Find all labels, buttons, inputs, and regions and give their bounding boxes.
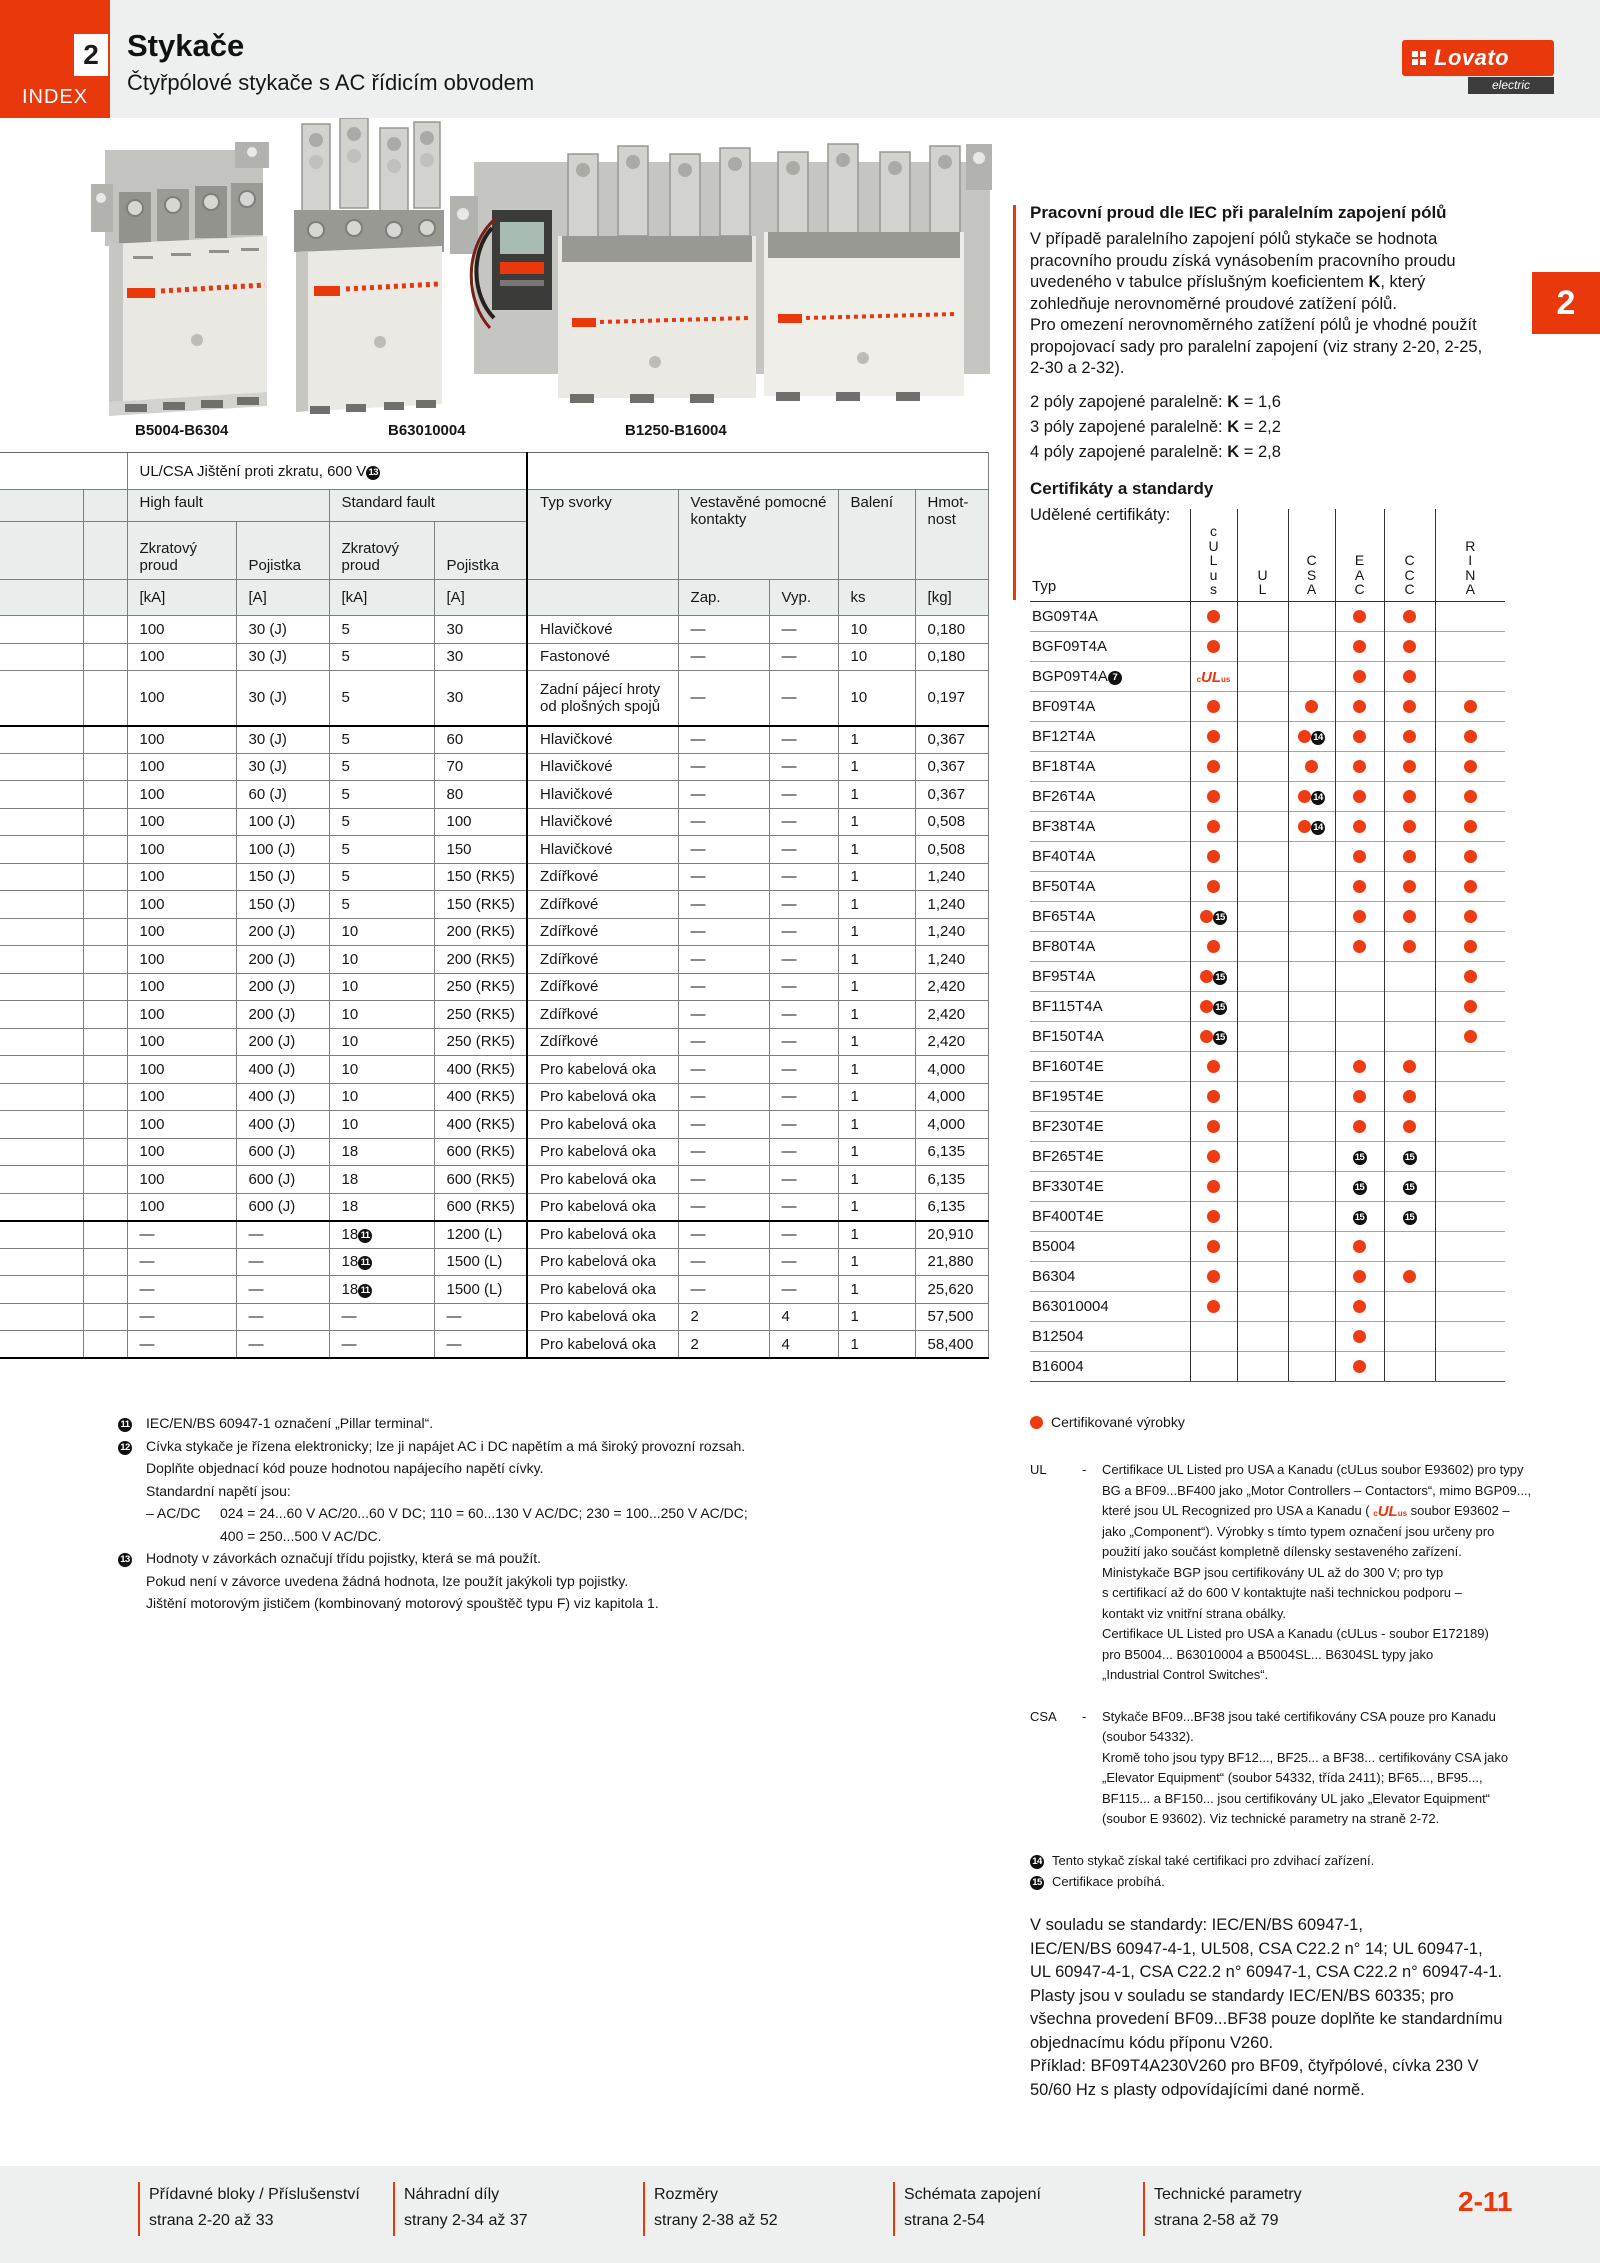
certified-dot	[1207, 880, 1220, 893]
footer-ref: Rozměry strany 2-38 až 52	[643, 2182, 778, 2236]
certified-dot	[1207, 610, 1220, 623]
certified-dot	[1353, 1360, 1366, 1373]
lovato-logo	[1402, 40, 1554, 96]
main-table-row: 100 200 (J) 10 250 (RK5) Zdířkové — — 1 2,420	[0, 973, 988, 1001]
note-ref-14: 14	[1311, 791, 1325, 805]
cert-type: BGP09T4A 7	[1030, 661, 1190, 691]
main-table-row: 100 200 (J) 10 200 (RK5) Zdířkové — — 1 1,240	[0, 946, 988, 974]
certified-dot	[1464, 700, 1477, 713]
certified-dot	[1200, 1030, 1213, 1043]
col-header-baleni: Balení	[838, 490, 915, 580]
note-ref-11: 11	[118, 1418, 132, 1432]
cert-type: BF160T4E	[1030, 1051, 1190, 1081]
cert-type: BF115T4A	[1030, 991, 1190, 1021]
cert-column-header: R I N A	[1435, 509, 1505, 601]
cULus-logo: c UL us	[1196, 668, 1231, 686]
cert-type: BF09T4A	[1030, 691, 1190, 721]
certified-dot	[1353, 670, 1366, 683]
cert-type: BF80T4A	[1030, 931, 1190, 961]
footnote-line: Pokud není v závorce uvedena žádná hodnota, lze použít jakýkoli typ pojistky.	[146, 1572, 629, 1589]
k-coefficient-lines: 2 póly zapojené paralelně: K = 1,6 3 póly zapojené paralelně: K = 2,2 4 póly zapojené paralelně: K = 2,8	[1030, 393, 1281, 461]
main-table-row: 100 400 (J) 10 400 (RK5) Pro kabelová oka — — 1 4,000	[0, 1083, 988, 1111]
main-table-row: 100 600 (J) 18 600 (RK5) Pro kabelová oka — — 1 6,135	[0, 1166, 988, 1194]
unit-a: [A]	[236, 580, 329, 616]
cert-table-row	[1030, 1141, 1505, 1171]
certified-dot	[1464, 1030, 1477, 1043]
certified-dot	[1403, 1090, 1416, 1103]
certified-dot	[1200, 970, 1213, 983]
cert-table-row	[1030, 1111, 1505, 1141]
certified-dot	[1403, 610, 1416, 623]
main-table-row: 100 150 (J) 5 150 (RK5) Zdířkové — — 1 1,240	[0, 891, 988, 919]
main-table-row: 100 30 (J) 5 70 Hlavičkové — — 1 0,367	[0, 753, 988, 781]
product-photo-b5004-b6304	[85, 140, 280, 420]
cert-table-row	[1030, 1231, 1505, 1261]
mark-note: 14 Tento stykač získal také certifikaci pro zdvihací zařízení.	[1030, 1850, 1570, 1871]
cert-legend: Certifikované výrobky	[1030, 1414, 1570, 1430]
main-table-row: 100 600 (J) 18 600 (RK5) Pro kabelová oka — — 1 6,135	[0, 1138, 988, 1166]
certificates-subheading: Udělené certifikáty:	[1030, 506, 1171, 524]
cert-type: BF38T4A	[1030, 811, 1190, 841]
cert-table-row	[1030, 841, 1505, 871]
footer-ref: Technické parametry strana 2-58 až 79	[1143, 2182, 1302, 2236]
col-header-zkratovy-proud: Zkratový proud	[329, 522, 434, 580]
certified-dot	[1298, 790, 1311, 803]
col-group-standard-fault: Standard fault	[329, 490, 527, 522]
certified-dot	[1200, 1000, 1213, 1013]
standards-paragraph: V souladu se standardy: IEC/EN/BS 60947-1, IEC/EN/BS 60947-4-1, UL508, CSA C22.2 n° 14; UL 60947-1, UL 60947-4-1, CSA C22.2 n° 60947-1, CSA C22.2 n° 60947-4-1. Plasty jsou v souladu se standardy IEC/EN/BS 60335; pro všechna provedení BF09...BF38 pouze doplňte ke standardnímu objednacímu kódu příponu V260. Příklad: BF09T4A230V260 pro BF09, čtyřpólové, cívka 230 V 50/60 Hz s plasty odpovídajícími dané normě.	[1030, 1916, 1503, 2099]
cert-type: B6304	[1030, 1261, 1190, 1291]
certified-dot	[1353, 910, 1366, 923]
col-header-pojistka: Pojistka	[236, 522, 329, 580]
main-table-row: 100 30 (J) 5 30 Hlavičkové — — 10 0,180	[0, 616, 988, 644]
main-table-row: 100 100 (J) 5 100 Hlavičkové — — 1 0,508	[0, 808, 988, 836]
cert-type: BF18T4A	[1030, 751, 1190, 781]
mark-note: 15 Certifikace probíhá.	[1030, 1871, 1570, 1892]
certified-dot	[1403, 880, 1416, 893]
unit-ka: [kA]	[329, 580, 434, 616]
chapter-number: 2	[74, 34, 108, 76]
cert-type: B63010004	[1030, 1291, 1190, 1321]
note-ref-14: 14	[1311, 821, 1325, 835]
main-table	[0, 452, 989, 1359]
col-group-high-fault: High fault	[127, 490, 329, 522]
cert-column-header: U L	[1237, 509, 1288, 601]
unit-a: [A]	[434, 580, 527, 616]
certified-dot	[1207, 730, 1220, 743]
certified-dot	[1207, 820, 1220, 833]
footnote-line: 13 Hodnoty v závorkách označují třídu pojistky, která se má použít.	[118, 1547, 988, 1570]
cert-table-row	[1030, 961, 1505, 991]
certified-dot	[1207, 1090, 1220, 1103]
main-table-row: — — — — Pro kabelová oka 2 4 1 58,400	[0, 1331, 988, 1359]
cert-table-row	[1030, 1261, 1505, 1291]
footer-ref: Schémata zapojení strana 2-54	[893, 2182, 1041, 2236]
certified-dot	[1207, 700, 1220, 713]
unit-ks: ks	[838, 580, 915, 616]
certified-dot	[1207, 1180, 1220, 1193]
certified-dot	[1353, 790, 1366, 803]
certified-dot	[1207, 790, 1220, 803]
certified-dot	[1464, 730, 1477, 743]
certified-dot	[1207, 1150, 1220, 1163]
cert-notes	[1030, 1460, 1570, 1851]
col-header-hmotnost: Hmot-nost	[915, 490, 988, 580]
cert-type: B5004	[1030, 1231, 1190, 1261]
certified-dot	[1464, 760, 1477, 773]
main-table-row: 100 400 (J) 10 400 (RK5) Pro kabelová oka — — 1 4,000	[0, 1111, 988, 1139]
certified-dot	[1464, 790, 1477, 803]
main-table-row: 100 30 (J) 5 60 Hlavičkové — — 1 0,367	[0, 726, 988, 754]
cert-typ-header: Typ	[1030, 509, 1190, 601]
cert-table-row	[1030, 781, 1505, 811]
footnote-line: Doplňte objednací kód pouze hodnotou napájecího napětí cívky.	[146, 1460, 544, 1476]
cert-table-row	[1030, 1171, 1505, 1201]
note-ref-15: 15	[1353, 1211, 1367, 1225]
product-photo-b1250-b16004	[440, 132, 1005, 420]
main-table-body	[0, 616, 988, 1359]
note-ref-11: 11	[358, 1229, 372, 1243]
certified-dot	[1403, 700, 1416, 713]
cert-type: BF265T4E	[1030, 1141, 1190, 1171]
index-label: INDEX	[21, 86, 89, 108]
main-table-row: 100 60 (J) 5 80 Hlavičkové — — 1 0,367	[0, 781, 988, 809]
certified-dot	[1298, 820, 1311, 833]
certified-dot	[1207, 1270, 1220, 1283]
certified-dot	[1403, 640, 1416, 653]
main-table-row: 100 30 (J) 5 30 Fastonové — — 10 0,180	[0, 643, 988, 671]
certified-dot	[1353, 610, 1366, 623]
certified-dot	[1464, 910, 1477, 923]
certified-dot	[1353, 850, 1366, 863]
note-ref-15: 15	[1403, 1151, 1417, 1165]
main-table-row: 100 200 (J) 10 200 (RK5) Zdířkové — — 1 1,240	[0, 918, 988, 946]
page-number: 2-11	[1458, 2186, 1513, 2217]
certified-dot	[1207, 1060, 1220, 1073]
footnote-line: – AC/DC 024 = 24...60 V AC/20...60 V DC; 110 = 60...130 V AC/DC; 230 = 100...250 V AC/DC;	[146, 1505, 748, 1521]
cert-type: BF12T4A	[1030, 721, 1190, 751]
certified-dot	[1353, 1330, 1366, 1343]
cert-type: BF330T4E	[1030, 1171, 1190, 1201]
cert-table-row	[1030, 1201, 1505, 1231]
note-ref-14: 14	[1030, 1855, 1044, 1869]
intro-heading: Pracovní proud dle IEC při paralelním zapojení pólů	[1030, 203, 1447, 222]
certified-dot	[1353, 730, 1366, 743]
footer-ref: Přídavné bloky / Příslušenství strana 2-20 až 33	[138, 2182, 360, 2236]
logo-red-box	[1402, 40, 1554, 76]
cert-mark-notes	[1030, 1850, 1570, 1892]
main-table-row: 100 200 (J) 10 250 (RK5) Zdířkové — — 1 2,420	[0, 1028, 988, 1056]
certified-dot	[1403, 1270, 1416, 1283]
certified-dot	[1403, 730, 1416, 743]
cert-table-row	[1030, 1321, 1505, 1351]
note-ref-15: 15	[1030, 1876, 1044, 1890]
note-ref-15: 15	[1353, 1151, 1367, 1165]
cert-type: B16004	[1030, 1351, 1190, 1381]
certified-dot	[1403, 1060, 1416, 1073]
certified-dot	[1403, 760, 1416, 773]
note-ref-15: 15	[1213, 911, 1227, 925]
cert-note-csa: CSA - Stykače BF09...BF38 jsou také certifikovány CSA pouze pro Kanadu (soubor 54332). Kromě toho jsou typy BF12..., BF25... a BF38... certifikovány CSA jako „Elevator Equipment“ (soubor 54332, třída 2411); BF65..., BF95..., BF115... a BF150... jsou certifikovány UL jako „Elevator Equipment“ (soubor E 93602). Viz technické parametry na straně 2-72.	[1030, 1708, 1509, 1826]
table-footnotes	[118, 1412, 988, 1615]
note-ref-11: 11	[358, 1256, 372, 1270]
cert-type: BGF09T4A	[1030, 631, 1190, 661]
certified-dot	[1403, 850, 1416, 863]
cert-table-row	[1030, 1021, 1505, 1051]
cert-type: BF65T4A	[1030, 901, 1190, 931]
cert-table-body	[1030, 601, 1505, 1381]
cert-table-row	[1030, 721, 1505, 751]
page-subtitle: Čtyřpólové stykače s AC řídicím obvodem	[127, 70, 535, 95]
cert-type: BF50T4A	[1030, 871, 1190, 901]
note-ref-15: 15	[1353, 1181, 1367, 1195]
cert-type: BF400T4E	[1030, 1201, 1190, 1231]
certified-dot	[1353, 760, 1366, 773]
note-ref-15: 15	[1213, 1031, 1227, 1045]
note-ref-15: 15	[1213, 971, 1227, 985]
certified-dot	[1353, 1240, 1366, 1253]
col-header-pojistka: Pojistka	[434, 522, 527, 580]
certified-dot	[1207, 850, 1220, 863]
note-ref-7: 7	[1108, 671, 1122, 685]
footnote-line: Standardní napětí jsou:	[146, 1482, 291, 1499]
certified-dot	[1464, 1000, 1477, 1013]
cert-table-row	[1030, 1051, 1505, 1081]
certified-dot	[1207, 1300, 1220, 1313]
certified-dot	[1464, 850, 1477, 863]
cert-table-row	[1030, 691, 1505, 721]
cULus-logo: c UL us	[1373, 1503, 1408, 1520]
cert-table-row	[1030, 751, 1505, 781]
main-table-row: 100 600 (J) 18 600 (RK5) Pro kabelová oka — — 1 6,135	[0, 1193, 988, 1221]
cert-type: BF95T4A	[1030, 961, 1190, 991]
col-header-zkratovy-proud: Zkratový proud	[127, 522, 236, 580]
page-title: Stykače	[127, 28, 245, 63]
main-table-row: 100 150 (J) 5 150 (RK5) Zdířkové — — 1 1,240	[0, 863, 988, 891]
certified-dot	[1464, 970, 1477, 983]
certified-dot	[1403, 820, 1416, 833]
certified-dot	[1207, 1240, 1220, 1253]
certified-dot	[1403, 910, 1416, 923]
footnote-line: Jištění motorovým jističem (kombinovaný motorový spouštěč typu F) viz kapitola 1.	[146, 1595, 659, 1611]
certified-dot	[1353, 880, 1366, 893]
cert-type: BF230T4E	[1030, 1111, 1190, 1141]
unit-kg: [kg]	[915, 580, 988, 616]
certified-dot	[1353, 1060, 1366, 1073]
chapter-side-tab: 2	[1532, 272, 1600, 334]
table-span-header: UL/CSA Jištění proti zkratu, 600 V 13	[127, 453, 527, 490]
cert-table-row	[1030, 931, 1505, 961]
certified-dot	[1353, 1300, 1366, 1313]
certified-dot	[1030, 1416, 1043, 1429]
cert-type: BF195T4E	[1030, 1081, 1190, 1111]
main-table-row: — — 18 11 1200 (L) Pro kabelová oka — — 1 20,910	[0, 1221, 988, 1249]
main-table-row: 100 100 (J) 5 150 Hlavičkové — — 1 0,508	[0, 836, 988, 864]
brand-sub: electric	[1468, 77, 1554, 94]
main-table-row: — — 18 11 1500 (L) Pro kabelová oka — — 1 25,620	[0, 1276, 988, 1304]
certified-dot	[1353, 1270, 1366, 1283]
certified-dot	[1305, 760, 1318, 773]
cert-column-header: E A C	[1335, 509, 1384, 601]
note-ref-15: 15	[1403, 1211, 1417, 1225]
certified-dot	[1353, 1090, 1366, 1103]
certified-dot	[1207, 1210, 1220, 1223]
note-ref-15: 15	[1403, 1181, 1417, 1195]
product-label: B5004-B6304	[135, 422, 229, 439]
certified-dot	[1403, 790, 1416, 803]
main-table-row: — — — — Pro kabelová oka 2 4 1 57,500	[0, 1303, 988, 1331]
intro-paragraph: V případě paralelního zapojení pólů stykače se hodnota pracovního proudu získá vynásobením pracovního proudu uvedeného v tabulce příslušným koeficientem K, který zohledňuje nerovnoměrné proudové zatížení pólů. Pro omezení nerovnoměrného zatížení pólů je vhodné použít propojovací sady pro paralelní zapojení (viz strany 2-20, 2-25, 2-30 a 2-32).	[1030, 230, 1483, 377]
certified-dot	[1298, 730, 1311, 743]
certified-dot	[1403, 1120, 1416, 1133]
product-photo-b63010004	[288, 118, 448, 420]
certificates-heading: Certifikáty a standardy	[1030, 479, 1214, 498]
certified-dot	[1207, 1120, 1220, 1133]
certified-dot	[1353, 940, 1366, 953]
cert-table-row	[1030, 631, 1505, 661]
certified-dot	[1353, 1120, 1366, 1133]
main-table-row: 100 400 (J) 10 400 (RK5) Pro kabelová oka — — 1 4,000	[0, 1056, 988, 1084]
note-ref-11: 11	[358, 1284, 372, 1298]
certified-dot	[1207, 760, 1220, 773]
certified-dot	[1353, 640, 1366, 653]
certified-dot	[1353, 700, 1366, 713]
cert-table-row	[1030, 871, 1505, 901]
certified-dot	[1464, 880, 1477, 893]
unit-ka: [kA]	[127, 580, 236, 616]
cert-type: BF40T4A	[1030, 841, 1190, 871]
logo-grid-icon	[1412, 51, 1426, 65]
certified-dot	[1207, 940, 1220, 953]
certified-dot	[1353, 820, 1366, 833]
cert-table-row	[1030, 811, 1505, 841]
cert-type: BF150T4A	[1030, 1021, 1190, 1051]
col-header-typ-svorky: Typ svorky	[527, 490, 678, 580]
note-ref-14: 14	[1311, 731, 1325, 745]
certified-dot	[1403, 670, 1416, 683]
footnote-line: 11 IEC/EN/BS 60947-1 označení „Pillar terminal“.	[118, 1412, 988, 1435]
cert-table-row	[1030, 1351, 1505, 1381]
certified-dot	[1200, 910, 1213, 923]
main-table-row: — — 18 11 1500 (L) Pro kabelová oka — — 1 21,880	[0, 1248, 988, 1276]
product-label: B63010004	[388, 422, 466, 439]
cert-column-header: C S A	[1288, 509, 1335, 601]
cert-table-row	[1030, 901, 1505, 931]
col-header-vestavene: Vestavěné pomocné kontakty	[678, 490, 838, 580]
main-table-row: 100 200 (J) 10 250 (RK5) Zdířkové — — 1 2,420	[0, 1001, 988, 1029]
certification-table	[1030, 509, 1505, 1382]
cert-column-header: C C C	[1384, 509, 1435, 601]
unit-vyp: Vyp.	[769, 580, 838, 616]
cert-table-row	[1030, 1291, 1505, 1321]
certified-dot	[1464, 940, 1477, 953]
cert-type: BF26T4A	[1030, 781, 1190, 811]
section-rule	[1013, 205, 1016, 600]
unit-zap: Zap.	[678, 580, 769, 616]
certified-dot	[1305, 700, 1318, 713]
certified-dot	[1464, 820, 1477, 833]
footer-ref: Náhradní díly strany 2-34 až 37	[393, 2182, 528, 2236]
product-label: B1250-B16004	[625, 422, 727, 439]
cert-column-header: c U L u s	[1190, 509, 1237, 601]
brand-name: Lovato	[1434, 45, 1510, 70]
footnote-line: 400 = 250...500 V AC/DC.	[220, 1527, 382, 1544]
note-ref-15: 15	[1213, 1001, 1227, 1015]
footnote-line: 12 Cívka stykače je řízena elektronicky; lze ji napájet AC i DC napětím a má široký provozní rozsah.	[118, 1435, 988, 1458]
chapter-block	[0, 0, 110, 118]
cert-note-ul: UL - Certifikace UL Listed pro USA a Kanadu (cULus soubor E93602) pro typy BG a BF09...BF400 jako „Motor Controllers – Contactors“, mimo BGP09..., které jsou UL Recognized pro USA a Kanadu ( c UL us soubor E93602 – jako „Component“). Výrobky s tímto typem označení jsou určeny pro použití jako součást kompletně dílensky sestaveného zařízení. Ministykače BGP jsou certifikovány UL až do 300 V; pro typ s certifikací až do 600 V kontaktujte naši technickou podporu – kontakt viz vnitřní strana obálky. Certifikace UL Listed pro USA a Kanadu (cULus - soubor E172189) pro B5004... B63010004 a B5004SL... B6304SL typy jako „Industrial Control Switches“.	[1030, 1462, 1532, 1682]
cert-table-row	[1030, 601, 1505, 631]
cert-type: B12504	[1030, 1321, 1190, 1351]
certified-dot	[1403, 940, 1416, 953]
note-ref-13: 13	[118, 1553, 132, 1567]
certified-dot	[1207, 640, 1220, 653]
cert-table-row	[1030, 991, 1505, 1021]
note-ref-13: 13	[366, 466, 380, 480]
cert-table-row	[1030, 661, 1505, 691]
cert-table-row	[1030, 1081, 1505, 1111]
main-table-row: 100 30 (J) 5 30 Zadní pájecí hroty od plošných spojů — — 10 0,197	[0, 671, 988, 726]
note-ref-12: 12	[118, 1441, 132, 1455]
cert-type: BG09T4A	[1032, 607, 1098, 625]
